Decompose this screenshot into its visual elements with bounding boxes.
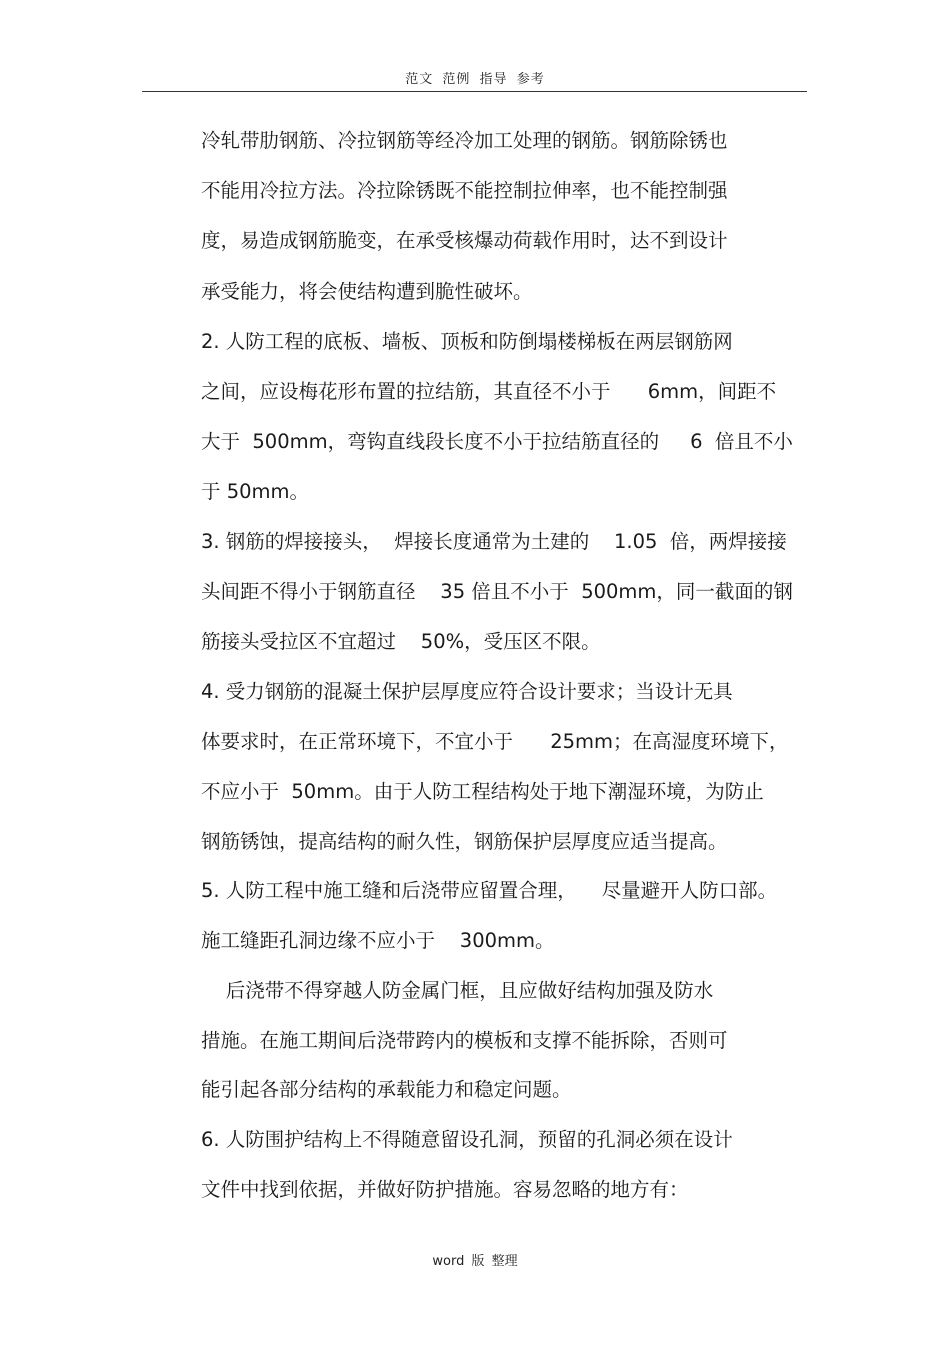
body-text-line: 2. 人防工程的底板、墙板、顶板和防倒塌楼梯板在两层钢筋网: [201, 330, 733, 353]
body-text-line: 后浇带不得穿越人防金属门框，且应做好结构加强及防水: [201, 979, 714, 1002]
body-text-line: 6. 人防围护结构上不得随意留设孔洞，预留的孔洞必须在设计: [201, 1128, 733, 1151]
body-text-line: 5. 人防工程中施工缝和后浇带应留置合理， 尽量避开人防口部。: [201, 879, 778, 902]
page-header: 范文 范例 指导 参考: [405, 72, 545, 87]
body-text-line: 不能用冷拉方法。冷拉除锈既不能控制拉伸率，也不能控制强: [201, 179, 728, 202]
body-text-line: 头间距不得小于钢筋直径 35 倍且不小于 500mm，同一截面的钢: [201, 580, 793, 603]
body-text-line: 体要求时，在正常环境下，不宜小于 25mm；在高湿度环境下，: [201, 730, 789, 753]
page-footer: word 版 整理: [432, 1254, 518, 1269]
body-text-line: 于 50mm。: [201, 480, 310, 503]
body-text-line: 承受能力，将会使结构遭到脆性破坏。: [201, 280, 533, 303]
body-text-line: 度，易造成钢筋脆变，在承受核爆动荷载作用时，达不到设计: [201, 229, 728, 252]
body-text-line: 之间，应设梅花形布置的拉结筋，其直径不小于 6mm，间距不: [201, 380, 777, 403]
header-divider: [142, 91, 807, 92]
body-text-line: 筋接头受拉区不宜超过 50%，受压区不限。: [201, 630, 601, 653]
body-text-line: 文件中找到依据，并做好防护措施。容易忽略的地方有：: [201, 1178, 689, 1201]
body-text-line: 措施。在施工期间后浇带跨内的模板和支撑不能拆除，否则可: [201, 1029, 728, 1052]
body-text-line: 大于 500mm，弯钩直线段长度不小于拉结筋直径的 6 倍且不小: [201, 430, 793, 453]
body-text-line: 钢筋锈蚀，提高结构的耐久性，钢筋保护层厚度应适当提高。: [201, 830, 728, 853]
body-text-line: 施工缝距孔洞边缘不应小于 300mm。: [201, 929, 555, 952]
body-text-line: 不应小于 50mm。由于人防工程结构处于地下潮湿环境，为防止: [201, 780, 764, 803]
body-text-line: 3. 钢筋的焊接接头， 焊接长度通常为土建的 1.05 倍，两焊接接: [201, 530, 787, 553]
body-text-line: 冷轧带肋钢筋、冷拉钢筋等经冷加工处理的钢筋。钢筋除锈也: [201, 129, 728, 152]
body-text-line: 能引起各部分结构的承载能力和稳定问题。: [201, 1078, 572, 1101]
body-text-line: 4. 受力钢筋的混凝土保护层厚度应符合设计要求；当设计无具: [201, 680, 733, 703]
